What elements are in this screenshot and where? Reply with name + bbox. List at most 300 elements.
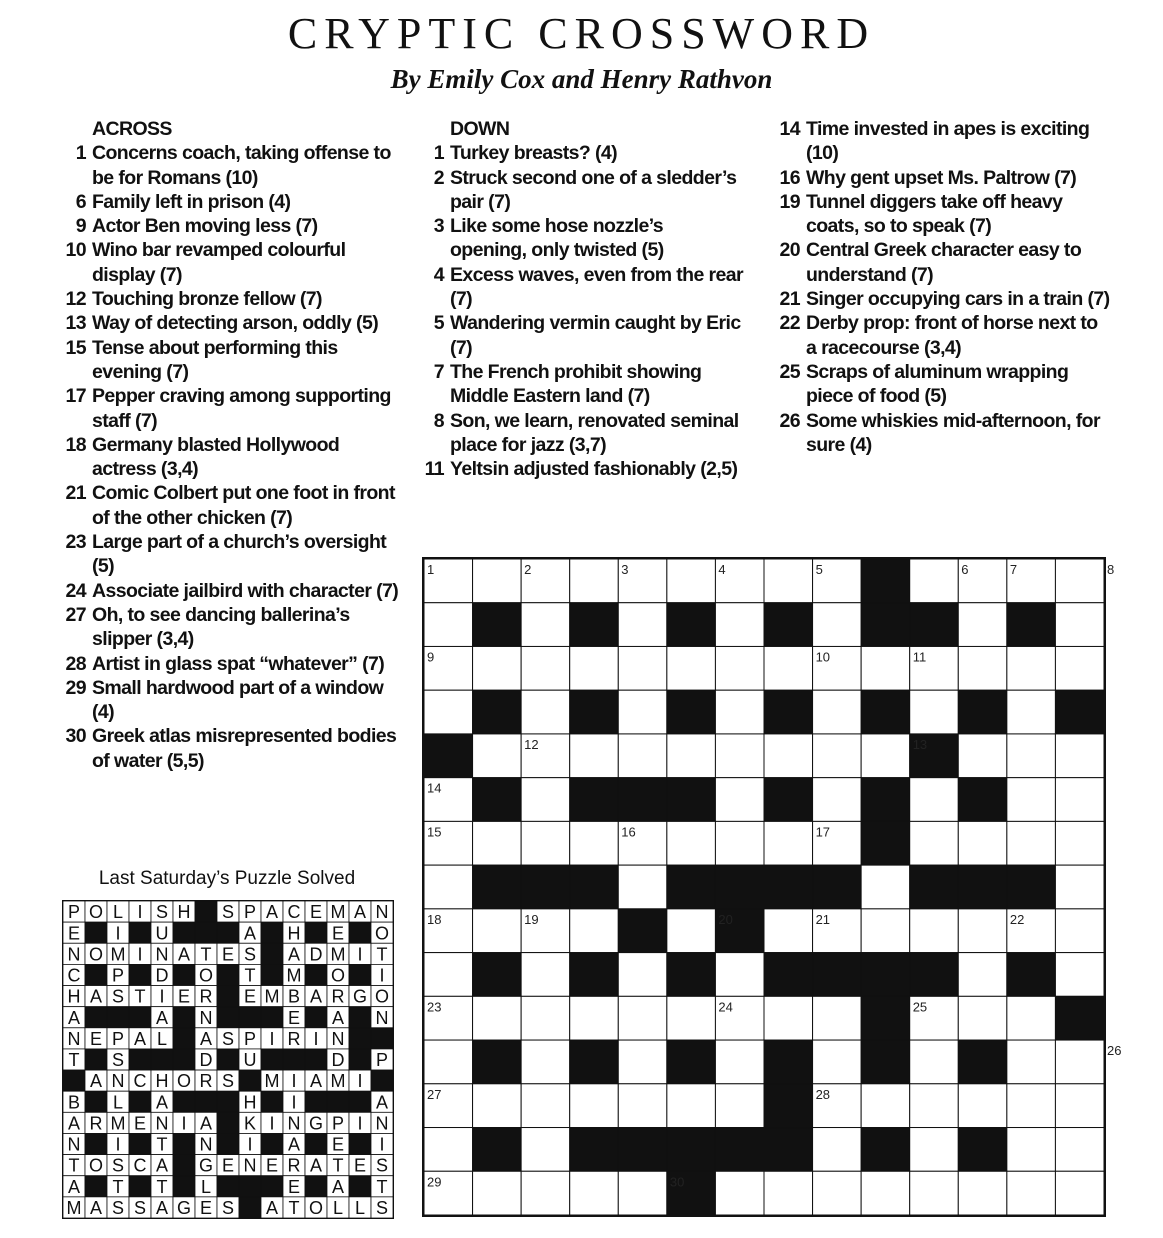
clue-across-24[interactable]: [46, 579, 401, 603]
clue-down2-26[interactable]: [760, 409, 1110, 458]
grid-cell[interactable]: [764, 734, 813, 778]
solved-letter: N: [155, 1113, 169, 1134]
grid-cell[interactable]: [618, 646, 667, 690]
grid-cell[interactable]: [1055, 821, 1104, 865]
grid-cell[interactable]: [1055, 646, 1104, 690]
grid-cell[interactable]: [813, 1040, 862, 1084]
clue-number: 4: [433, 263, 444, 286]
solved-letter: N: [375, 902, 389, 923]
grid-cell[interactable]: [424, 690, 473, 734]
solved-letter: A: [375, 1092, 389, 1113]
grid-cell[interactable]: [910, 1171, 959, 1215]
clue-text: Way of detecting arson, oddly (5): [92, 312, 379, 335]
grid-cell[interactable]: [1055, 865, 1104, 909]
grid-cell[interactable]: [618, 1084, 667, 1128]
solved-letter: E: [221, 944, 235, 965]
grid-cell[interactable]: [813, 778, 862, 822]
solved-letter: H: [287, 923, 301, 944]
clue-text: The French prohibit showing Middle Eastern land (7): [450, 360, 702, 408]
solved-black-square: [85, 1049, 107, 1070]
black-square: [861, 1128, 910, 1172]
solved-black-square: [129, 1133, 151, 1154]
grid-cell[interactable]: [764, 646, 813, 690]
clue-across-27[interactable]: [46, 603, 401, 652]
grid-cell[interactable]: [618, 690, 667, 734]
solved-letter: N: [111, 1071, 125, 1092]
grid-cell[interactable]: [521, 646, 570, 690]
black-square: [1007, 865, 1056, 909]
crossword-grid[interactable]: [422, 557, 1122, 1217]
clue-across-12[interactable]: [46, 287, 401, 311]
solved-letter: A: [199, 1113, 213, 1134]
clue-number: 1: [433, 142, 444, 165]
solved-letter: H: [243, 1092, 257, 1113]
cell-number: 11: [912, 649, 927, 665]
clue-down-4[interactable]: [404, 263, 744, 312]
clue-text: Son, we learn, renovated seminal place for jazz (3,7): [450, 409, 739, 456]
solved-letter: A: [353, 902, 367, 923]
solved-black-square: [217, 922, 239, 943]
clue-down2-20[interactable]: [760, 238, 1110, 287]
grid-cell[interactable]: [715, 603, 764, 647]
black-square: [861, 559, 910, 603]
grid-cell[interactable]: [1055, 1084, 1104, 1128]
solved-letter: M: [264, 986, 280, 1007]
solved-black-square: [195, 1091, 217, 1112]
solved-letter: D: [155, 965, 169, 986]
black-square: [667, 865, 716, 909]
solved-letter: G: [352, 986, 368, 1007]
grid-cell[interactable]: [910, 1084, 959, 1128]
black-square: [1007, 603, 1056, 647]
clue-text: Yeltsin adjusted fashionably (2,5): [450, 458, 738, 481]
solved-letter: U: [155, 923, 169, 944]
black-square: [667, 603, 716, 647]
grid-cell[interactable]: [667, 734, 716, 778]
grid-cell[interactable]: [1007, 1128, 1056, 1172]
grid-cell[interactable]: [521, 1040, 570, 1084]
black-square: [861, 690, 910, 734]
clue-across-17[interactable]: [46, 384, 401, 433]
grid-cell[interactable]: [861, 1171, 910, 1215]
grid-cell[interactable]: [1055, 559, 1104, 603]
grid-cell[interactable]: [813, 996, 862, 1040]
clue-number: 18: [65, 433, 86, 456]
grid-cell[interactable]: [570, 821, 619, 865]
grid-cell[interactable]: [667, 646, 716, 690]
solved-black-square: [239, 1070, 261, 1091]
solved-letter: T: [332, 1155, 344, 1176]
cell-number: 24: [718, 999, 733, 1015]
solved-letter: N: [199, 1134, 213, 1155]
black-square: [861, 778, 910, 822]
cell-number: 27: [427, 1086, 442, 1102]
solved-letter: G: [198, 1155, 214, 1176]
grid-cell[interactable]: [667, 909, 716, 953]
grid-cell[interactable]: [618, 953, 667, 997]
grid-cell[interactable]: [424, 1040, 473, 1084]
solved-letter: N: [67, 1134, 81, 1155]
black-square: [667, 778, 716, 822]
grid-cell[interactable]: [618, 603, 667, 647]
cell-number: 28: [815, 1086, 831, 1102]
grid-cell[interactable]: [570, 734, 619, 778]
solved-letter: O: [88, 944, 104, 965]
solved-letter: A: [309, 1155, 323, 1176]
grid-cell[interactable]: [813, 603, 862, 647]
grid-cell[interactable]: [521, 778, 570, 822]
cell-number: 13: [912, 736, 928, 752]
solved-letter: A: [67, 1113, 81, 1134]
grid-cell[interactable]: [570, 996, 619, 1040]
grid-cell[interactable]: [1055, 909, 1104, 953]
clue-text: Small hardwood part of a window (4): [92, 676, 384, 724]
grid-cell[interactable]: [958, 909, 1007, 953]
clue-down2-21[interactable]: [760, 287, 1110, 311]
grid-cell[interactable]: [521, 690, 570, 734]
solved-letter: S: [111, 986, 125, 1007]
clue-number: 8: [433, 409, 444, 432]
black-square: [715, 865, 764, 909]
solved-black-square: [217, 1112, 239, 1133]
solved-letter: A: [67, 1007, 81, 1028]
grid-cell[interactable]: [1055, 778, 1104, 822]
grid-cell[interactable]: [1055, 734, 1104, 778]
black-square: [764, 1084, 813, 1128]
grid-cell[interactable]: [715, 1084, 764, 1128]
clue-down-2[interactable]: [404, 166, 744, 215]
grid-cell[interactable]: [715, 734, 764, 778]
byline: By Emily Cox and Henry Rathvon: [390, 64, 773, 94]
solved-black-square: [349, 1133, 371, 1154]
black-square: [910, 865, 959, 909]
solved-black-square: [261, 1049, 283, 1070]
solved-black-square: [305, 1133, 327, 1154]
solved-black-square: [239, 1197, 261, 1218]
grid-cell[interactable]: [424, 953, 473, 997]
grid-cell[interactable]: [715, 1040, 764, 1084]
solved-black-square: [85, 922, 107, 943]
cell-number: 19: [524, 911, 539, 927]
grid-cell[interactable]: [424, 603, 473, 647]
clue-number: 30: [65, 725, 86, 748]
grid-cell[interactable]: [715, 778, 764, 822]
grid-cell[interactable]: [1007, 1171, 1056, 1215]
down-clues: [404, 117, 744, 481]
solved-black-square: [173, 964, 195, 985]
solved-letter: H: [67, 986, 81, 1007]
clue-down-7[interactable]: [404, 360, 744, 409]
solved-letter: S: [221, 1198, 235, 1218]
grid-cell[interactable]: [910, 690, 959, 734]
solved-letter: A: [309, 986, 323, 1007]
grid-cell[interactable]: [764, 559, 813, 603]
clue-down-3[interactable]: [404, 214, 744, 263]
black-square: [473, 690, 522, 734]
grid-cell[interactable]: [618, 734, 667, 778]
grid-cell[interactable]: [1007, 646, 1056, 690]
solved-letter: A: [155, 1198, 169, 1218]
clue-text: Central Greek character easy to understand (7): [806, 239, 1082, 286]
grid-cell[interactable]: [424, 865, 473, 909]
solved-letter: N: [331, 1028, 345, 1049]
solved-black-square: [129, 922, 151, 943]
solved-black-square: [173, 1049, 195, 1070]
clue-text: Actor Ben moving less (7): [92, 215, 318, 238]
clue-down-1[interactable]: [404, 141, 744, 165]
solved-letter: A: [243, 923, 257, 944]
solved-letter: I: [379, 965, 385, 986]
solved-letter: R: [199, 986, 213, 1007]
grid-cell[interactable]: [958, 996, 1007, 1040]
grid-cell[interactable]: [521, 996, 570, 1040]
grid-cell[interactable]: [570, 1084, 619, 1128]
solved-letter: T: [244, 965, 256, 986]
solved-letter: I: [379, 1134, 385, 1155]
grid-cell[interactable]: [1007, 734, 1056, 778]
solved-puzzle-heading: Last Saturday’s Puzzle Solved: [98, 868, 356, 889]
cell-number: 9: [427, 649, 435, 665]
solved-letter: C: [287, 902, 301, 923]
clue-across-10[interactable]: [46, 238, 401, 287]
black-square: [958, 778, 1007, 822]
grid-cell[interactable]: [618, 996, 667, 1040]
solved-black-square: [239, 1007, 261, 1028]
grid-cell[interactable]: [618, 1171, 667, 1215]
clue-down2-16[interactable]: [760, 166, 1110, 190]
grid-cell[interactable]: [715, 646, 764, 690]
clue-number: 1: [75, 142, 86, 165]
black-square: [861, 603, 910, 647]
grid-cell[interactable]: [764, 1171, 813, 1215]
grid-cell[interactable]: [1055, 1040, 1104, 1084]
black-square: [570, 1040, 619, 1084]
solved-letter: E: [177, 986, 191, 1007]
grid-cell[interactable]: [521, 953, 570, 997]
clue-across-30[interactable]: [46, 724, 401, 773]
solved-black-square: [349, 1028, 371, 1049]
grid-cell[interactable]: [715, 690, 764, 734]
grid-cell[interactable]: [618, 1040, 667, 1084]
black-square: [473, 1040, 522, 1084]
grid-cell[interactable]: [958, 1084, 1007, 1128]
solved-black-square: [151, 1049, 173, 1070]
black-square: [861, 821, 910, 865]
clue-down2-14[interactable]: [760, 117, 1110, 166]
grid-cell[interactable]: [861, 734, 910, 778]
clue-number: 21: [779, 288, 800, 311]
grid-cell[interactable]: [861, 1084, 910, 1128]
grid-cell[interactable]: [861, 865, 910, 909]
grid-cell[interactable]: [570, 909, 619, 953]
solved-black-square: [217, 1007, 239, 1028]
grid-cell[interactable]: [1007, 778, 1056, 822]
clue-number: 16: [779, 166, 800, 189]
grid-cell[interactable]: [521, 1128, 570, 1172]
clue-down2-22[interactable]: [760, 311, 1110, 360]
grid-cell[interactable]: [910, 821, 959, 865]
cell-number: 10: [815, 649, 831, 665]
solved-letter: S: [155, 902, 169, 923]
grid-cell[interactable]: [715, 821, 764, 865]
grid-cell[interactable]: [1055, 1171, 1104, 1215]
clue-across-21[interactable]: [46, 481, 401, 530]
grid-cell[interactable]: [958, 603, 1007, 647]
grid-cell[interactable]: [473, 1171, 522, 1215]
solved-letter: M: [264, 1071, 280, 1092]
clue-number: 15: [65, 336, 86, 359]
solved-letter: D: [199, 1050, 213, 1071]
solved-letter: T: [376, 944, 388, 965]
clue-across-1[interactable]: [46, 141, 401, 190]
grid-cell[interactable]: [473, 996, 522, 1040]
grid-cell[interactable]: [473, 821, 522, 865]
grid-cell[interactable]: [764, 821, 813, 865]
solved-black-square: [371, 1028, 393, 1049]
clue-across-9[interactable]: [46, 214, 401, 238]
grid-cell[interactable]: [958, 953, 1007, 997]
grid-cell[interactable]: [764, 996, 813, 1040]
solved-letter: S: [375, 1155, 389, 1176]
grid-cell[interactable]: [813, 690, 862, 734]
solved-letter: T: [156, 1176, 168, 1197]
grid-cell[interactable]: [1055, 603, 1104, 647]
solved-black-square: [305, 922, 327, 943]
clue-down-5[interactable]: [404, 311, 744, 360]
solved-letter: E: [331, 923, 345, 944]
grid-cell[interactable]: [910, 909, 959, 953]
grid-cell[interactable]: [1055, 1128, 1104, 1172]
grid-cell[interactable]: [958, 734, 1007, 778]
grid-cell[interactable]: [813, 734, 862, 778]
grid-cell[interactable]: [570, 646, 619, 690]
solved-letter: I: [313, 1028, 319, 1049]
grid-cell[interactable]: [473, 734, 522, 778]
solved-letter: I: [269, 1028, 275, 1049]
grid-cell[interactable]: [1007, 821, 1056, 865]
solved-letter: A: [331, 1176, 345, 1197]
solved-letter: I: [181, 1113, 187, 1134]
clue-across-15[interactable]: [46, 336, 401, 385]
solved-puzzle-grid: [62, 900, 394, 1219]
grid-cell[interactable]: [910, 778, 959, 822]
clue-number: 5: [433, 312, 444, 335]
solved-letter: A: [155, 1007, 169, 1028]
grid-cell[interactable]: [1007, 1040, 1056, 1084]
grid-cell[interactable]: [813, 1171, 862, 1215]
grid-cell[interactable]: [1007, 690, 1056, 734]
clue-text: Time invested in apes is exciting (10): [806, 118, 1090, 165]
grid-cell[interactable]: [618, 865, 667, 909]
black-square: [570, 865, 619, 909]
grid-cell[interactable]: [715, 1171, 764, 1215]
grid-cell[interactable]: [667, 1084, 716, 1128]
grid-cell[interactable]: [521, 1171, 570, 1215]
cell-number: 6: [961, 562, 969, 577]
solved-letter: T: [200, 944, 212, 965]
grid-cell[interactable]: [1007, 1084, 1056, 1128]
grid-cell[interactable]: [1055, 953, 1104, 997]
grid-cell[interactable]: [1007, 996, 1056, 1040]
grid-cell[interactable]: [667, 559, 716, 603]
solved-black-square: [261, 943, 283, 964]
clue-down-11[interactable]: [404, 457, 744, 481]
grid-cell[interactable]: [570, 559, 619, 603]
solved-letter: K: [243, 1113, 257, 1134]
grid-cell[interactable]: [958, 1171, 1007, 1215]
clue-text: Oh, to see dancing ballerina’s slipper (3,4): [92, 603, 350, 651]
clue-number: 14: [779, 118, 800, 140]
clue-across-6[interactable]: [46, 190, 401, 214]
black-square: [813, 865, 862, 909]
clue-text: Derby prop: front of horse next to a racecourse (3,4): [806, 312, 1098, 359]
grid-cell[interactable]: [764, 909, 813, 953]
black-square: [715, 1128, 764, 1172]
clue-down2-19[interactable]: [760, 190, 1110, 239]
grid-cell[interactable]: [521, 603, 570, 647]
cell-number: 20: [718, 911, 733, 927]
solved-letter: S: [375, 1198, 389, 1218]
solved-letter: G: [308, 1113, 324, 1134]
solved-black-square: [349, 922, 371, 943]
grid-cell[interactable]: [473, 1084, 522, 1128]
solved-black-square: [217, 1049, 239, 1070]
grid-cell[interactable]: [861, 909, 910, 953]
grid-cell[interactable]: [521, 821, 570, 865]
grid-cell[interactable]: [667, 821, 716, 865]
grid-cell[interactable]: [715, 953, 764, 997]
clue-across-13[interactable]: [46, 311, 401, 335]
grid-cell[interactable]: [521, 1084, 570, 1128]
grid-cell[interactable]: [958, 821, 1007, 865]
grid-cell[interactable]: [667, 996, 716, 1040]
clue-across-29[interactable]: [46, 676, 401, 725]
solved-letter: T: [134, 986, 146, 1007]
clue-down2-25[interactable]: [760, 360, 1110, 409]
solved-letter: L: [332, 1198, 344, 1218]
solved-black-square: [371, 1070, 393, 1091]
grid-cell[interactable]: [473, 646, 522, 690]
black-square: [813, 953, 862, 997]
grid-cell[interactable]: [910, 1040, 959, 1084]
grid-cell[interactable]: [958, 646, 1007, 690]
clue-number: 27: [65, 603, 86, 626]
solved-black-square: [195, 922, 217, 943]
solved-letter: I: [137, 944, 143, 965]
black-square: [958, 690, 1007, 734]
black-square: [618, 909, 667, 953]
clue-across-18[interactable]: [46, 433, 401, 482]
grid-cell[interactable]: [910, 1128, 959, 1172]
clue-text: Associate jailbird with character (7): [92, 579, 399, 602]
solved-letter: A: [155, 1155, 169, 1176]
grid-cell[interactable]: [861, 646, 910, 690]
clue-down-8[interactable]: [404, 409, 744, 458]
solved-letter: E: [221, 1155, 235, 1176]
grid-cell[interactable]: [910, 559, 959, 603]
solved-letter: E: [331, 1134, 345, 1155]
grid-cell[interactable]: [813, 1128, 862, 1172]
black-square: [667, 953, 716, 997]
grid-cell[interactable]: [424, 1128, 473, 1172]
solved-black-square: [217, 986, 239, 1007]
solved-letter: S: [221, 1071, 235, 1092]
grid-cell[interactable]: [473, 909, 522, 953]
grid-cell[interactable]: [473, 559, 522, 603]
clue-across-23[interactable]: [46, 530, 401, 579]
grid-cell[interactable]: [570, 1171, 619, 1215]
clue-across-28[interactable]: [46, 652, 401, 676]
